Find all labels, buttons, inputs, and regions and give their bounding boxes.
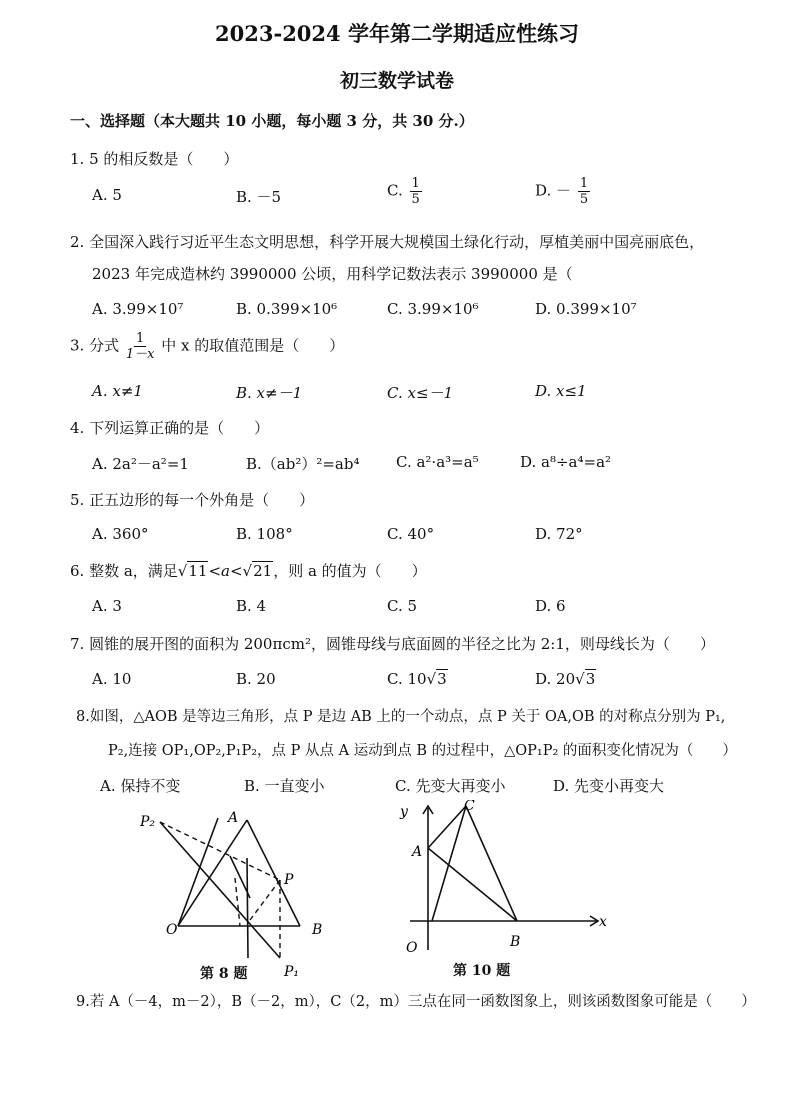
option-b: B.（ab²）²=ab⁴ xyxy=(246,455,360,473)
section-heading: 一、选择题（本大题共 10 小题，每小题 3 分，共 30 分.） xyxy=(70,112,474,130)
option-d: D. 6 xyxy=(535,597,566,615)
radicand: 3 xyxy=(585,670,596,688)
inequality: <a< xyxy=(208,562,243,580)
option-d xyxy=(535,670,596,688)
option-d: D. 0.399×10⁷ xyxy=(535,300,637,318)
option-b: B. 108° xyxy=(236,525,293,543)
option-d: D. a⁸÷a⁴=a² xyxy=(520,453,612,471)
question-stem: 4. 下列运算正确的是（ ） xyxy=(70,419,270,437)
exam-title: 2023-2024 学年第二学期适应性练习 xyxy=(215,21,579,46)
label-a: A xyxy=(228,810,239,826)
radical-sign: √ xyxy=(177,562,188,580)
option-b: B. 一直变小 xyxy=(244,777,325,795)
option-a: A. 3 xyxy=(92,597,122,615)
figure-10-diagram xyxy=(392,800,612,960)
option-c: C. 5 xyxy=(387,597,418,615)
question-9-stem: 9.若 A（－4，m－2），B（－2，m），C（2，m）三点在同一函数图象上，则该函数图象可能是（ ） xyxy=(76,994,756,1010)
question-stem xyxy=(70,560,427,581)
label-p: P xyxy=(284,872,294,888)
option-c: C. 40° xyxy=(387,525,435,543)
question-stem-line-1: 8.如图，△AOB 是等边三角形，点 P 是边 AB 上的一个动点，点 P 关于 OA,OB 的对称点分别为 P₁, xyxy=(76,709,726,725)
radicand: 21 xyxy=(253,562,273,580)
option-a: A. 10 xyxy=(92,670,132,688)
figure-10 xyxy=(392,800,612,960)
option-b: B. 4 xyxy=(236,597,267,615)
radical-sign: √ xyxy=(575,670,585,688)
option-b: B. 0.399×10⁶ xyxy=(236,300,338,318)
question-stem-line-1: 2. 全国深入践行习近平生态文明思想，科学开展大规模国土绿化行动，厚植美丽中国亮丽底色， xyxy=(70,233,705,251)
numerator: 1 xyxy=(579,176,589,191)
option-b: B. 20 xyxy=(236,670,276,688)
option-d: D. x≤1 xyxy=(535,382,587,400)
option-c: C. x≤－1 xyxy=(387,384,454,402)
question-stem: 5. 正五边形的每一个外角是（ ） xyxy=(70,491,315,509)
question-stem xyxy=(70,331,344,362)
denominator: 5 xyxy=(411,192,420,207)
numerator: 1 xyxy=(136,331,145,346)
option-a: A. x≠1 xyxy=(92,382,143,400)
question-stem-line-2: 2023 年完成造林约 3990000 公顷，用科学记数法表示 3990000 是（ xyxy=(92,265,573,283)
radical-sign: √ xyxy=(426,670,437,688)
label-b: B xyxy=(510,934,521,950)
option-d-prefix: D. － xyxy=(535,181,572,200)
stem-prefix: 6. 整数 a，满足 xyxy=(70,562,178,580)
radicand: 3 xyxy=(437,670,447,688)
question-stem-line-2: P₂,连接 OP₁,OP₂,P₁P₂，点 P 从点 A 运动到点 B 的过程中，△OP₁P₂ 的面积变化情况为（ ） xyxy=(108,743,737,759)
option-c: C. a²·a³=a⁵ xyxy=(396,453,479,471)
label-a: A xyxy=(412,844,423,860)
option-d: D. 72° xyxy=(535,525,583,543)
stem-suffix: ，则 a 的值为（ ） xyxy=(273,562,427,580)
label-c: C xyxy=(464,800,475,814)
option-a: A. 保持不变 xyxy=(100,777,181,795)
numerator: 1 xyxy=(411,176,420,191)
option-d xyxy=(535,176,592,207)
option-c xyxy=(387,176,424,207)
radicand: 11 xyxy=(188,562,208,580)
exam-subtitle: 初三数学试卷 xyxy=(339,70,454,92)
option-c: C. 先变大再变小 xyxy=(395,777,506,795)
fraction xyxy=(578,176,590,207)
label-y: y xyxy=(400,804,408,820)
label-p1: P₁ xyxy=(284,964,300,980)
figure-8 xyxy=(130,808,340,988)
question-stem: 7. 圆锥的展开图的面积为 200πcm²，圆锥母线与底面圆的半径之比为 2:1，则母线长为（ ） xyxy=(70,635,715,653)
figure-10-caption: 第 10 题 xyxy=(453,963,511,979)
option-c-coefficient: C. 10 xyxy=(387,670,427,688)
label-p2: P₂ xyxy=(140,814,156,830)
question-stem: 1. 5 的相反数是（ ） xyxy=(70,150,239,168)
label-o: O xyxy=(406,940,418,956)
option-a: A. 5 xyxy=(92,186,122,204)
stem-prefix: 3. 分式 xyxy=(70,336,120,355)
option-c xyxy=(387,670,448,688)
option-a: A. 2a²－a²=1 xyxy=(92,455,189,473)
option-c: C. 3.99×10⁶ xyxy=(387,300,479,318)
label-x: x xyxy=(599,914,607,930)
option-b: B. －5 xyxy=(236,188,282,206)
option-a: A. 3.99×10⁷ xyxy=(92,300,184,318)
figure-8-caption: 第 8 题 xyxy=(200,966,248,982)
stem-suffix: 中 x 的取值范围是（ ） xyxy=(161,336,345,355)
option-a: A. 360° xyxy=(92,525,149,543)
radical-sign: √ xyxy=(242,562,253,580)
denominator: 1－x xyxy=(125,347,155,362)
option-b: B. x≠－1 xyxy=(236,384,303,402)
denominator: 5 xyxy=(579,192,589,207)
figure-8-diagram xyxy=(130,808,340,988)
fraction xyxy=(410,176,422,207)
label-b: B xyxy=(312,922,323,938)
label-o: O xyxy=(166,922,178,938)
option-d-coefficient: D. 20 xyxy=(535,670,576,688)
option-d: D. 先变小再变大 xyxy=(553,777,665,795)
option-c-prefix: C. xyxy=(387,181,403,200)
fraction xyxy=(126,331,155,362)
